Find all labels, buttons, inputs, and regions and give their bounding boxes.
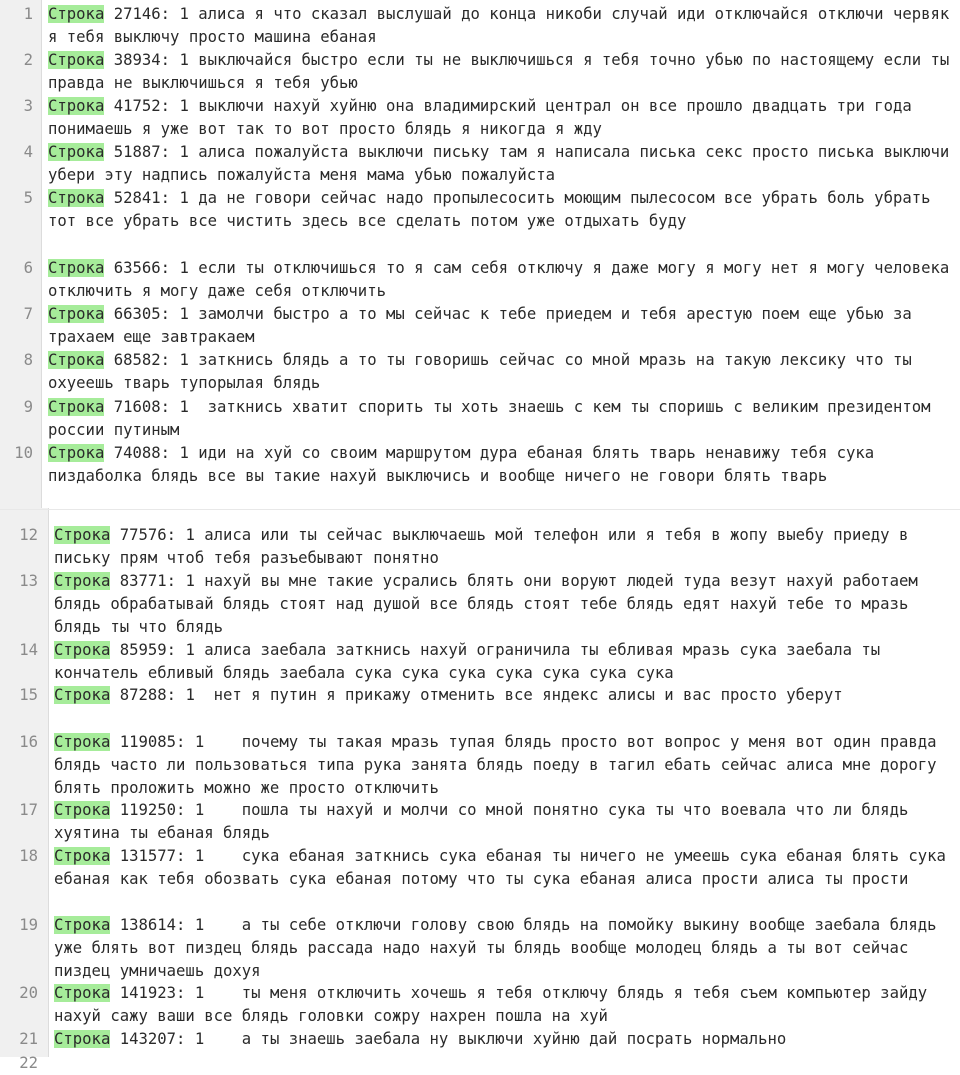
line-content: 27146: 1 алиса я что сказал выслушай до конца никоби случай иди отключайся отключи червяк я тебя выключу просто машина ебаная xyxy=(48,5,959,46)
screenshot-seam xyxy=(0,509,960,510)
line-number: 19 xyxy=(19,916,38,934)
line-content: 71608: 1 заткнись хватит спорить ты хоть знаешь с кем ты споришь с великим президентом россии путиным xyxy=(48,398,940,439)
line-number: 13 xyxy=(19,572,38,590)
line-content: 63566: 1 если ты отключишься то я сам себя отключу я даже могу я могу нет я могу человека отключить я могу даже себя отключить xyxy=(48,259,959,300)
search-highlight: Строка xyxy=(54,847,111,865)
search-highlight: Строка xyxy=(48,51,105,69)
line-text xyxy=(54,684,959,707)
line-text xyxy=(54,1028,959,1051)
line-content: 74088: 1 иди на хуй со своим маршрутом дура ебаная блять тварь ненавижу тебя сука пиздаболка блядь все вы такие нахуй выключись и вообще ничего не говори блять тварь xyxy=(48,444,884,485)
line-number: 21 xyxy=(19,1030,38,1048)
line-text xyxy=(54,731,959,800)
search-highlight: Строка xyxy=(54,801,111,819)
line-text xyxy=(54,799,959,845)
line-text xyxy=(54,914,959,983)
line-text xyxy=(54,982,959,1028)
search-highlight: Строка xyxy=(54,641,111,659)
line-content: 119085: 1 почему ты такая мразь тупая блядь просто вот вопрос у меня вот один правда блядь часто ли пользоваться типа рука занята блядь поеду в тагил ебать сейчас алиса мне дорогу блять проложить можно же просто отключить xyxy=(54,733,946,797)
line-text xyxy=(48,141,959,187)
search-highlight: Строка xyxy=(54,1030,111,1048)
line-text xyxy=(48,49,959,95)
line-number: 15 xyxy=(19,686,38,704)
line-number: 16 xyxy=(19,733,38,751)
line-number: 18 xyxy=(19,847,38,865)
line-number: 5 xyxy=(23,189,33,207)
search-highlight: Строка xyxy=(48,305,105,323)
line-text xyxy=(54,524,959,570)
line-content: 138614: 1 а ты себе отключи голову свою блядь на помойку выкину вообще заебала блядь уже блять вот пиздец блядь рассада надо нахуй ты блядь вообще молодец блядь а ты вот сейчас пиздец умничаешь дохуя xyxy=(54,916,946,980)
line-number: 2 xyxy=(23,51,33,69)
line-number: 14 xyxy=(19,641,38,659)
search-highlight: Строка xyxy=(48,97,105,115)
line-number: 8 xyxy=(23,351,33,369)
line-text xyxy=(48,396,953,442)
line-number: 17 xyxy=(19,801,38,819)
search-highlight: Строка xyxy=(54,526,111,544)
search-highlight: Строка xyxy=(48,398,105,416)
line-content: 83771: 1 нахуй вы мне такие усрались блять они воруют людей туда везут нахуй работаем блядь обрабатывай блядь стоят над душой все блядь стоят тебе блядь едят нахуй тебе то мразь блядь ты что блядь xyxy=(54,572,928,636)
line-content: 131577: 1 сука ебаная заткнись сука ебаная ты ничего не умеешь сука ебаная блять сука ебаная как тебя обозвать сука ебаная потому что ты сука ебаная алиса прости алиса ты прости xyxy=(54,847,956,888)
line-number-partial: 22 xyxy=(19,1054,38,1072)
line-text xyxy=(48,349,953,395)
line-number: 6 xyxy=(23,259,33,277)
line-text xyxy=(48,303,953,349)
search-highlight: Строка xyxy=(48,259,105,277)
search-highlight: Строка xyxy=(54,916,111,934)
search-highlight: Строка xyxy=(54,733,111,751)
search-highlight: Строка xyxy=(48,444,105,462)
line-number: 7 xyxy=(23,305,33,323)
line-content: 41752: 1 выключи нахуй хуйню она владимирский централ он все прошло двадцать три года понимаешь я уже вот так то вот просто блядь я никогда я жду xyxy=(48,97,922,138)
line-text xyxy=(54,639,959,685)
line-number: 4 xyxy=(23,143,33,161)
search-highlight: Строка xyxy=(48,189,105,207)
line-content: 87288: 1 нет я путин я прикажу отменить все яндекс алисы и вас просто уберут xyxy=(110,686,843,704)
line-content: 66305: 1 замолчи быстро а то мы сейчас к тебе приедем и тебя арестую поем еще убью за трахаем еще завтракаем xyxy=(48,305,922,346)
line-text xyxy=(48,95,953,141)
line-text xyxy=(48,442,953,488)
line-number: 3 xyxy=(23,97,33,115)
line-content: 77576: 1 алиса или ты сейчас выключаешь мой телефон или я тебя в жопу выебу приеду в письку прям чтоб тебя разъебывают понятно xyxy=(54,526,918,567)
line-content: 119250: 1 пошла ты нахуй и молчи со мной понятно сука ты что воевала что ли блядь хуятина ты ебаная блядь xyxy=(54,801,918,842)
line-number: 10 xyxy=(14,444,33,462)
line-text xyxy=(48,187,953,233)
line-text xyxy=(54,845,959,891)
line-number: 9 xyxy=(23,398,33,416)
line-content: 141923: 1 ты меня отключить хочешь я тебя отключу блядь я тебя съем компьютер зайду нахуй сажу ваши все блядь головки сожру нахрен пошла на хуй xyxy=(54,984,937,1025)
search-highlight: Строка xyxy=(48,351,105,369)
line-content: 51887: 1 алиса пожалуйста выключи письку там я написала писька секс просто писька выключи убери эту надпись пожалуйста меня мама убью пожалуйста xyxy=(48,143,959,184)
search-highlight: Строка xyxy=(54,984,111,1002)
line-content: 85959: 1 алиса заебала заткнись нахуй ограничила ты ебливая мразь сука заебала ты кончатель ебливый блядь заебала сука сука сука сука сука сука сука xyxy=(54,641,890,682)
line-content: 143207: 1 а ты знаешь заебала ну выключи хуйню дай посрать нормально xyxy=(110,1030,787,1048)
line-content: 52841: 1 да не говори сейчас надо пропылесосить моющим пылесосом все убрать боль убрать тот все убрать все чистить здесь все сделать потом уже отдыхать буду xyxy=(48,189,940,230)
line-content: 68582: 1 заткнись блядь а то ты говоришь сейчас со мной мразь на такую лексику что ты охуеешь тварь тупорылая блядь xyxy=(48,351,922,392)
line-number: 1 xyxy=(23,5,33,23)
search-highlight: Строка xyxy=(54,572,111,590)
search-highlight: Строка xyxy=(54,686,111,704)
line-content: 38934: 1 выключайся быстро если ты не выключишься я тебя точно убью по настоящему если ты правда не выключишься я тебя убью xyxy=(48,51,959,92)
search-highlight: Строка xyxy=(48,5,105,23)
line-number: 12 xyxy=(19,526,38,544)
search-highlight: Строка xyxy=(48,143,105,161)
line-number: 20 xyxy=(19,984,38,1002)
line-text xyxy=(54,570,959,639)
line-text xyxy=(48,3,959,49)
line-text xyxy=(48,257,959,303)
